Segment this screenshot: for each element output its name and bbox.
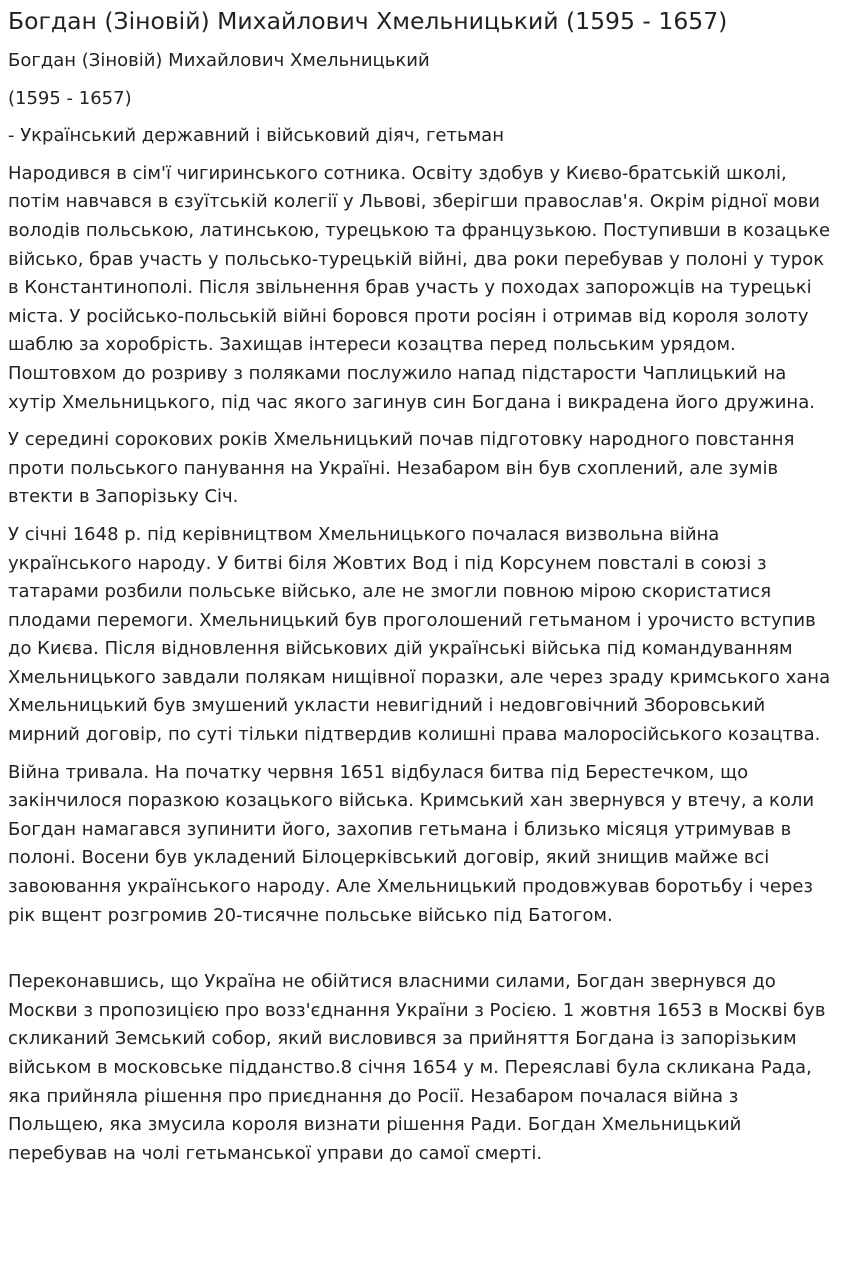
paragraph-uprising-prep: У середині сорокових років Хмельницький почав підготовку народного повстання проти польського панування на Україні. Незабаром він був схоплений, але зумів втекти в Запорізьку Січ. [8, 429, 795, 508]
paragraph-reunification: Переконавшись, що Україна не обійтися власними силами, Богдан звернувся до Москви з пропозицією про возз'єднання України з Росією. 1 жовтня 1653 в Москві був скликаний Земський собор, який висловився за прийняття Богдана із запорізьким військом в московське підданство.8 січня 1654 у м. Переяславі була скликана Рада, яка прийняла рішення про приєднання до Росії. Незабаром почалася війна з Польщею, яка змусила короля визнати рішення Ради. Богдан Хмельницький перебував на чолі гетьманської управи до самої смерті. [8, 971, 826, 1164]
person-name: Богдан (Зіновій) Михайлович Хмельницький [8, 50, 430, 71]
paragraph-war-continued: Війна тривала. На початку червня 1651 відбулася битва під Берестечком, що закінчилося поразкою козацького війська. Кримський хан звернувся у втечу, а коли Богдан намагався зупинити його, захопив гетьмана і близько місяця утримував в полоні. Восени був укладений Білоцерківський договір, який знищив майже всі завоювання українського народу. Але Хмельницький продовжував боротьбу і через рік вщент розгромив 20-тисячне польське військо під Батогом. [8, 761, 815, 926]
person-role: - Український державний і військовий діяч, гетьман [8, 125, 504, 147]
page-title: Богдан (Зіновій) Михайлович Хмельницький (1595 - 1657) [8, 7, 728, 35]
life-years: (1595 - 1657) [8, 87, 132, 109]
paragraph-liberation-war: У січні 1648 р. під керівництвом Хмельницького почалася визвольна війна українського народу. У битві біля Жовтих Вод і під Корсунем повсталі в союзі з татарами розбили польське військо, але не змогли повною мірою скористатися плодами перемоги. Хмельницький був проголошений гетьманом і урочисто вступив до Києва. Після відновлення військових дій українські війська під командуванням Хмельницького завдали полякам нищівної поразки, але через зраду кримського хана Хмельницький був змушений укласти невигідний і недовговічний Зборовський мирний договір, по суті тільки підтвердив колишні права малоросійського козацтва. [8, 523, 831, 746]
paragraph-early-life: Народився в сім'ї чигиринського сотника. Освіту здобув у Києво-братській школі, потім навчався в єзуїтській колегії у Львові, зберігши православ'я. Окрім рідної мови володів польською, латинською, турецькою та французькою. Поступивши в козацьке військо, брав участь у польсько-турецькій війні, два роки перебував у полоні у турок в Константинополі. Після звільнення брав участь у походах запорожців на турецькі міста. У російсько-польській війні боровся проти росіян і отримав від короля золоту шаблю за хоробрість. Захищав інтереси козацтва перед польським урядом. Поштовхом до розриву з поляками послужило напад підстарости Чаплицький на хутір Хмельницького, під час якого загинув син Богдана і викрадена його дружина. [8, 162, 831, 413]
